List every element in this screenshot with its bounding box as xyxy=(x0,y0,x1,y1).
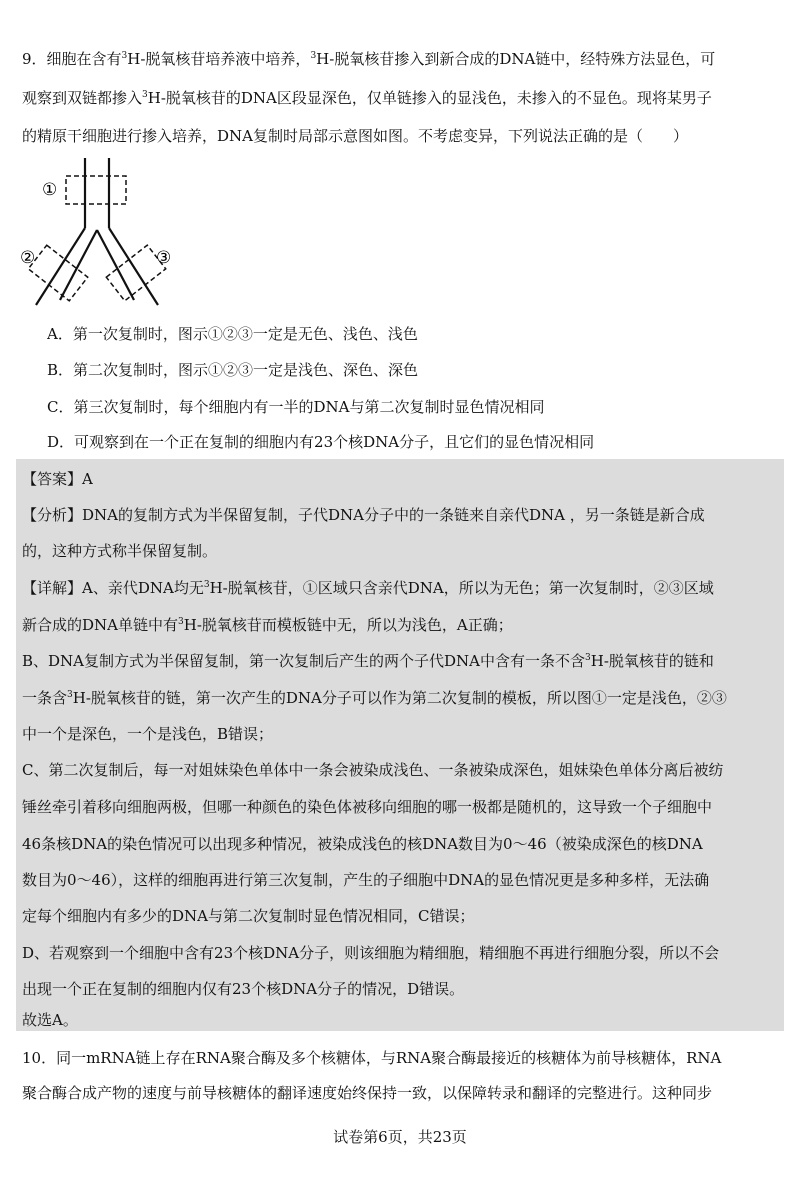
page-footer: 试卷第6页，共23页 xyxy=(333,1128,467,1146)
label-2: ② xyxy=(20,248,36,268)
detail-line-6: C、第二次复制后，每一对姐妹染色单体中一条会被染成浅色、一条被染成深色，姐妹染色单体分离后被纺 xyxy=(22,761,724,779)
analysis-line-2: 的，这种方式称半保留复制。 xyxy=(22,542,218,560)
detail-line-8: 46条核DNA的染色情况可以出现多种情况，被染成浅色的核DNA数目为0～46（被染成深色的核DNA xyxy=(22,835,703,853)
detail-line-11: D、若观察到一个细胞中含有23个核DNA分子，则该细胞为精细胞，精细胞不再进行细胞分裂，所以不会 xyxy=(22,944,720,962)
detail-line-3: B、DNA复制方式为半保留复制，第一次复制后产生的两个子代DNA中含有一条不含$^3$H-脱氧核苷的链和 xyxy=(22,652,714,670)
detail-line-5: 中一个是深色，一个是浅色，B错误； xyxy=(22,725,274,743)
detail-line-7: 锤丝牵引着移向细胞两极，但哪一种颜色的染色体被移向细胞的哪一极都是随机的，这导致一个子细胞中 xyxy=(22,798,713,816)
option-d: D．可观察到在一个正在复制的细胞内有23个核DNA分子，且它们的显色情况相同 xyxy=(47,433,595,451)
answer-line: 【答案】A xyxy=(22,470,93,488)
question9-line-2: 观察到双链都掺入$^3$H-脱氧核苷的DNA区段显深色，仅单链掺入的显浅色，未掺入的不显色。现将某男子 xyxy=(22,89,712,107)
region-2-box xyxy=(28,245,87,301)
question9-line-1: 9．细胞在含有$^3$H-脱氧核苷培养液中培养，$^3$H-脱氧核苷掺入到新合成的DNA链中，经特殊方法显色，可 xyxy=(22,50,716,68)
superscript-3: 3 xyxy=(585,653,591,663)
detail-line-2: 新合成的DNA单链中有$^3$H-脱氧核苷而模板链中无，所以为浅色，A正确； xyxy=(22,616,513,634)
dna-replication-diagram xyxy=(18,150,198,315)
detail-line-1: 【详解】A、亲代DNA均无$^3$H-脱氧核苷，①区域只含亲代DNA，所以为无色；第一次复制时，②③区域 xyxy=(22,579,714,597)
question10-line-1: 10．同一mRNA链上存在RNA聚合酶及多个核糖体，与RNA聚合酶最接近的核糖体为前导核糖体，RNA xyxy=(22,1049,722,1067)
detail-line-12: 出现一个正在复制的细胞内仅有23个核DNA分子的情况，D错误。 xyxy=(22,980,465,998)
detail-line-9: 数目为0～46），这样的细胞再进行第三次复制，产生的子细胞中DNA的显色情况更是多种多样，无法确 xyxy=(22,871,710,889)
option-a: A．第一次复制时，图示①②③一定是无色、浅色、浅色 xyxy=(47,325,418,343)
option-b: B．第二次复制时，图示①②③一定是浅色、深色、深色 xyxy=(47,361,419,379)
question9-line-3: 的精原干细胞进行掺入培养，DNA复制时局部示意图如图。不考虑变异，下列说法正确的是（ ） xyxy=(22,127,688,145)
superscript-3: 3 xyxy=(178,617,184,627)
region-1-box xyxy=(66,176,126,204)
detail-line-4: 一条含$^3$H-脱氧核苷的链，第一次产生的DNA分子可以作为第二次复制的模板，所以图①一定是浅色，②③ xyxy=(22,689,727,707)
analysis-line-1: 【分析】DNA的复制方式为半保留复制，子代DNA分子中的一条链来自亲代DNA ，另一条链是新合成 xyxy=(22,506,705,524)
label-3: ③ xyxy=(156,248,172,268)
question10-line-2: 聚合酶合成产物的速度与前导核糖体的翻译速度始终保持一致，以保障转录和翻译的完整进行。这种同步 xyxy=(22,1084,713,1102)
option-c: C．第三次复制时，每个细胞内有一半的DNA与第二次复制时显色情况相同 xyxy=(47,398,545,416)
conclusion-line: 故选A。 xyxy=(22,1011,78,1029)
detail-line-10: 定每个细胞内有多少的DNA与第二次复制时显色情况相同，C错误； xyxy=(22,907,475,925)
superscript-3: 3 xyxy=(142,90,148,100)
superscript-3: 3 xyxy=(203,580,210,590)
superscript-3: 3 xyxy=(310,51,317,61)
label-1: ① xyxy=(42,180,58,200)
superscript-3: 3 xyxy=(121,51,128,61)
superscript-3: 3 xyxy=(67,690,73,700)
